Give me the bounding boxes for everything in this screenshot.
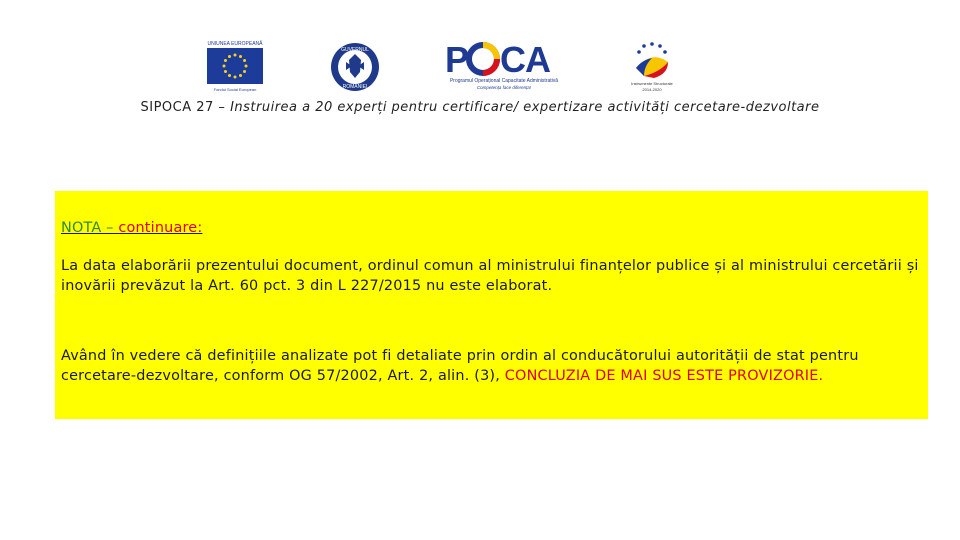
note-box [55,191,928,419]
note-paragraph-2-end: . [818,368,824,384]
eu-logo-bottom-text: Fondul Social European [213,87,257,92]
is-logo-line2: 2014-2020 [642,87,662,92]
project-title: Instruirea a 20 experți pentru certificare/ expertizare activități cercetare-dezvoltare [230,100,820,115]
eu-star [243,59,246,62]
poca-logo-line1: Programul Operațional Capacitate Administrativă [449,78,559,84]
note-title-continuation: continuare: [118,220,203,236]
note-paragraph-1: La data elaborării prezentului document, ordinul comun al ministrului finanțelor publice și al ministrului cercetării și inovării prevăzut la Art. 60 pct. 3 din L 227/2015 nu este elaborat. [61,258,919,294]
eu-star [234,76,237,79]
project-header [0,100,960,115]
eu-star [243,70,246,73]
gov-logo-top-text: GUVERNUL [341,47,369,53]
svg-text:P: P [445,39,469,80]
poca-logo [443,38,565,96]
eu-star [228,55,231,58]
eu-star [234,54,237,57]
instrumente-structurale-logo [624,38,680,94]
project-code: SIPOCA 27 – [140,100,231,115]
note-title-label: NOTA – [61,220,119,236]
eu-star [224,59,227,62]
note-paragraph-2-text: Având în vedere că definițiile analizate pot fi detaliate prin ordin al conducătorului autorității de stat pentru cercetare-dezvoltare, conform OG 57/2002, Art. 2, alin. (3), [61,348,859,384]
note-conclusion-warning: CONCLUZIA DE MAI SUS ESTE PROVIZORIE [504,368,819,384]
note-paragraph-2 [61,346,922,386]
eu-logo [206,38,264,94]
note-title [61,218,922,238]
romanian-government-logo [330,42,380,92]
eu-star [239,55,242,58]
eu-star [224,70,227,73]
eu-star [228,74,231,77]
poca-logo-line2: Competența face diferența! [476,85,532,90]
is-logo-line1: Instrumente Structurale [631,81,673,86]
eu-logo-top-text: UNIUNEA EUROPEANĂ [207,41,263,47]
svg-text:CA: CA [500,39,550,80]
eu-star [223,65,226,68]
eu-star [239,74,242,77]
gov-logo-bottom-text: ROMÂNIEI [342,84,368,90]
eu-star [245,65,248,68]
